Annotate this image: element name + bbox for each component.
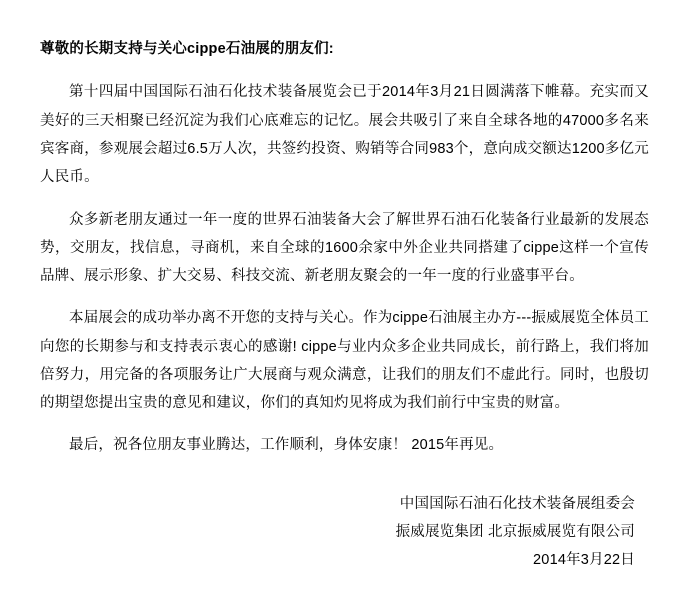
paragraph-3: 本届展会的成功举办离不开您的支持与关心。作为cippe石油展主办方---振威展览全体员工向您的长期参与和支持表示衷心的感谢! cippe与业内众多企业共同成长，前行路上，我们将加倍努力，用完备的各项服务让广大展商与观众满意，让我们的朋友们不虚此行。同时，也殷切的期望您提出宝贵的意见和建议，你们的真知灼见将成为我们前行中宝贵的财富。	[40, 310, 649, 412]
signature-date: 2014年3月22日	[533, 552, 635, 569]
paragraph-2: 众多新老朋友通过一年一度的世界石油装备大会了解世界石油石化装备行业最新的发展态势，交朋友，找信息，寻商机，来自全球的1600余家中外企业共同搭建了cippe这样一个宣传品牌、展示形象、扩大交易、科技交流、新老朋友聚会的一年一度的行业盛事平台。	[40, 211, 649, 285]
paragraph-1: 第十四届中国国际石油石化技术装备展览会已于2014年3月21日圆满落下帷幕。充实而又美好的三天相聚已经沉淀为我们心底难忘的记忆。展会共吸引了来自全球各地的47000多名来宾客商，参观展会超过6.5万人次，共签约投资、购销等合同983个，意向成交额达1200多亿元人民币。	[40, 84, 649, 186]
signature-company: 振威展览集团 北京振威展览有限公司	[395, 523, 635, 540]
signature-block	[40, 490, 649, 575]
signature-organizer: 中国国际石油石化技术装备展组委会	[399, 495, 635, 512]
paragraph-4: 最后，祝各位朋友事业腾达，工作顺利，身体安康！ 2015年再见。	[69, 437, 504, 454]
salutation: 尊敬的长期支持与关心cippe石油展的朋友们:	[40, 41, 334, 57]
